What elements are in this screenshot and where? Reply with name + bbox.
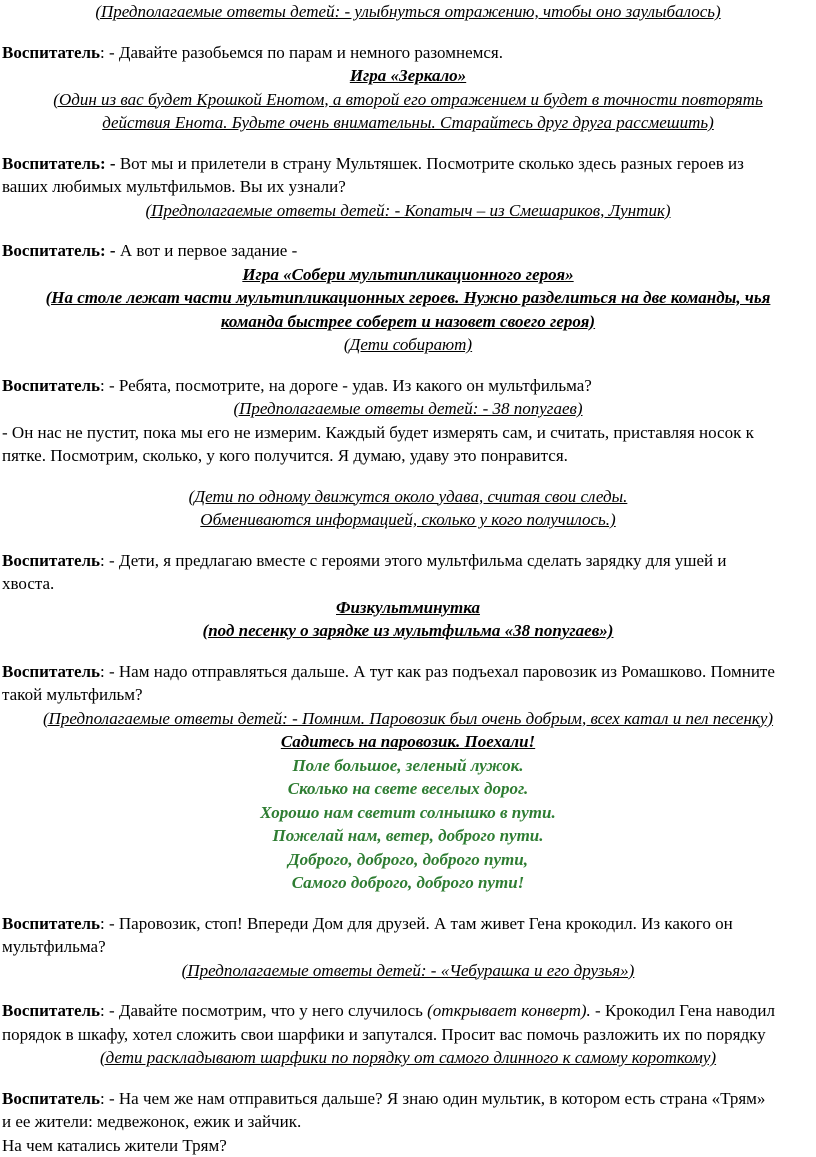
paragraph-boa xyxy=(0,374,816,398)
paragraph-split-pairs xyxy=(0,41,816,65)
speaker-label: Воспитатель xyxy=(2,376,100,395)
speech-text: : - Давайте разобьемся по парам и немного разомнемся. xyxy=(100,43,503,62)
paragraph-first-task xyxy=(0,239,816,263)
speech-text-cont: мультфильма? xyxy=(0,935,816,959)
paragraph-exercise xyxy=(0,549,816,573)
paragraph-tryam xyxy=(0,1087,816,1111)
activity-note: Обмениваются информацией, сколько у кого получилось.) xyxy=(0,508,816,532)
speech-text: : - На чем же нам отправиться дальше? Я знаю один мультик, в котором есть страна «Трям» xyxy=(100,1089,765,1108)
song-line: Самого доброго, доброго пути! xyxy=(0,871,816,895)
section-subtitle: (под песенку о зарядке из мультфильма «38 попугаев») xyxy=(0,619,816,643)
speaker-label: Воспитатель xyxy=(2,551,100,570)
speech-text: : - Давайте посмотрим, что у него случилось xyxy=(100,1001,427,1020)
speech-text-cont: такой мультфильм? xyxy=(0,683,816,707)
song-line: Пожелай нам, ветер, доброго пути. xyxy=(0,824,816,848)
speech-text-cont: порядок в шкафу, хотел сложить свои шарфики и запутался. Просит вас помочь разложить их по порядку xyxy=(0,1023,816,1047)
song-line: Сколько на свете веселых дорог. xyxy=(0,777,816,801)
expected-answer: (Предполагаемые ответы детей: - Помним. Паровозик был очень добрым, всех катал и пел песенку) xyxy=(0,707,816,731)
activity-note: (дети раскладывают шарфики по порядку от самого длинного к самому короткому) xyxy=(0,1046,816,1070)
expected-answer-mirror: (Предполагаемые ответы детей: - улыбнуться отражению, чтобы оно заулыбалось) xyxy=(0,0,816,24)
speaker-label: Воспитатель xyxy=(2,43,100,62)
song-line: Поле большое, зеленый лужок. xyxy=(0,754,816,778)
game-desc-line: команда быстрее соберет и назовет своего героя) xyxy=(0,310,816,334)
game-desc-line: (На столе лежат части мультипликационных героев. Нужно разделиться на две команды, чья xyxy=(0,286,816,310)
speech-text: Вот мы и прилетели в страну Мультяшек. Посмотрите сколько здесь разных героев из xyxy=(116,154,744,173)
speech-text-cont: пятке. Посмотрим, сколько, у кого получится. Я думаю, удаву это понравится. xyxy=(0,444,816,468)
speech-text: : - Дети, я предлагаю вместе с героями этого мультфильма сделать зарядку для ушей и xyxy=(100,551,726,570)
paragraph-train xyxy=(0,660,816,684)
stage-direction: (открывает конверт). xyxy=(427,1001,591,1020)
game-title-hero: Игра «Собери мультипликационного героя» xyxy=(0,263,816,287)
game-title-mirror: Игра «Зеркало» xyxy=(0,64,816,88)
song-line: Хорошо нам светит солнышко в пути. xyxy=(0,801,816,825)
speech-text-cont: хвоста. xyxy=(0,572,816,596)
expected-answer: (Предполагаемые ответы детей: - 38 попугаев) xyxy=(0,397,816,421)
activity-note: (Дети по одному движутся около удава, считая свои следы. xyxy=(0,485,816,509)
speech-text-cont: ваших любимых мультфильмов. Вы их узнали? xyxy=(0,175,816,199)
speech-text: : - Нам надо отправляться дальше. А тут как раз подъехал паровозик из Ромашково. Помните xyxy=(100,662,775,681)
song-line: Доброго, доброго, доброго пути, xyxy=(0,848,816,872)
game-desc-line: (Один из вас будет Крошкой Енотом, а второй его отражением и будет в точности повторять xyxy=(0,88,816,112)
section-title-fizminutka: Физкультминутка xyxy=(0,596,816,620)
speech-text-cont: и ее жители: медвежонок, ежик и зайчик. xyxy=(0,1110,816,1134)
speech-text: - Крокодил Гена наводил xyxy=(591,1001,775,1020)
game-desc-line: действия Енота. Будьте очень внимательны. Старайтесь друг друга рассмешить) xyxy=(0,111,816,135)
speech-text-cont: - Он нас не пустит, пока мы его не измерим. Каждый будет измерять сам, и считать, приставляя носок к xyxy=(0,421,816,445)
expected-answer: (Предполагаемые ответы детей: - «Чебурашка и его друзья») xyxy=(0,959,816,983)
speaker-label: Воспитатель: - xyxy=(2,241,116,260)
speech-text: : - Паровозик, стоп! Впереди Дом для друзей. А там живет Гена крокодил. Из какого он xyxy=(100,914,733,933)
speech-text-cont: На чем катались жители Трям? xyxy=(0,1134,816,1157)
paragraph-crocodile xyxy=(0,912,816,936)
speaker-label: Воспитатель xyxy=(2,914,100,933)
speech-text: : - Ребята, посмотрите, на дороге - удав. Из какого он мультфильма? xyxy=(100,376,592,395)
speech-text: А вот и первое задание - xyxy=(116,241,298,260)
paragraph-arrival xyxy=(0,152,816,176)
game-note: (Дети собирают) xyxy=(0,333,816,357)
speaker-label: Воспитатель: - xyxy=(2,154,116,173)
speaker-label: Воспитатель xyxy=(2,1001,100,1020)
speaker-label: Воспитатель xyxy=(2,662,100,681)
paragraph-scarves xyxy=(0,999,816,1023)
song-title: Садитесь на паровозик. Поехали! xyxy=(0,730,816,754)
speaker-label: Воспитатель xyxy=(2,1089,100,1108)
expected-answer: (Предполагаемые ответы детей: - Копатыч – из Смешариков, Лунтик) xyxy=(0,199,816,223)
